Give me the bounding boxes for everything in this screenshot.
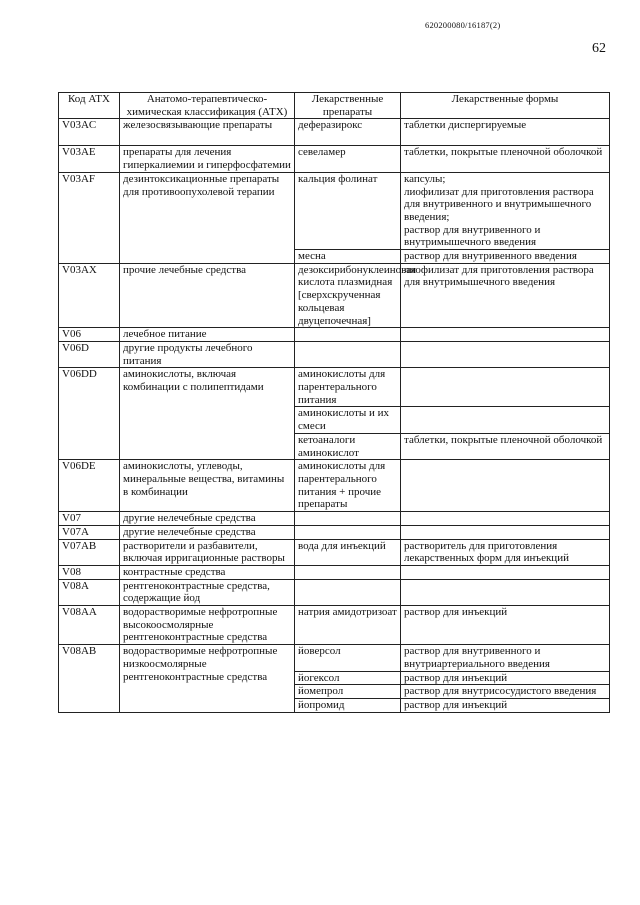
drug-name: кетоаналоги аминокислот [295, 433, 401, 459]
header-drugs: Лекарственные препараты [295, 93, 401, 119]
atx-code: V06 [59, 328, 120, 342]
table-row [59, 579, 610, 605]
header-forms: Лекарственные формы [401, 93, 610, 119]
dosage-form [401, 341, 610, 367]
dosage-form: таблетки диспергируемые [401, 119, 610, 146]
dosage-form: раствор для инъекций [401, 671, 610, 685]
table-header-row [59, 93, 610, 119]
drug-name [295, 579, 401, 605]
atx-classification: растворители и разбавители, включая ирригационные растворы [120, 539, 295, 565]
drug-name [295, 328, 401, 342]
atx-classification: водорастворимые нефротропные высокоосмолярные рентгеноконтрастные средства [120, 606, 295, 645]
table-row [59, 460, 610, 512]
table-row [59, 565, 610, 579]
drug-name [295, 525, 401, 539]
atx-code: V03AF [59, 172, 120, 263]
atx-code: V06DE [59, 460, 120, 512]
table-row [59, 368, 610, 407]
table-row [59, 328, 610, 342]
table-row [59, 512, 610, 526]
dosage-form: таблетки, покрытые пленочной оболочкой [401, 146, 610, 172]
table-row [59, 119, 610, 146]
document-id: 620200080/16187(2) [425, 20, 501, 30]
drug-name: йогексол [295, 671, 401, 685]
drug-name [295, 565, 401, 579]
dosage-form [401, 579, 610, 605]
dosage-form: растворитель для приготовления лекарственных форм для инъекций [401, 539, 610, 565]
atx-code: V07A [59, 525, 120, 539]
table-row [59, 539, 610, 565]
table-row [59, 525, 610, 539]
drug-name [295, 512, 401, 526]
drug-name: аминокислоты для парентерального питания + прочие препараты [295, 460, 401, 512]
dosage-form: раствор для инъекций [401, 698, 610, 712]
drug-name: кальция фолинат [295, 172, 401, 249]
atx-code: V08AA [59, 606, 120, 645]
dosage-form: раствор для внутрисосудистого введения [401, 685, 610, 699]
atx-code: V03AX [59, 263, 120, 328]
dosage-form [401, 565, 610, 579]
drug-name: йоверсол [295, 645, 401, 671]
atx-code: V08AB [59, 645, 120, 713]
atx-code: V07 [59, 512, 120, 526]
drug-name: аминокислоты и их смеси [295, 407, 401, 433]
dosage-form: раствор для внутривенного и внутриартериального введения [401, 645, 610, 671]
atx-classification: дезинтоксикационные препараты для противоопухолевой терапии [120, 172, 295, 263]
atx-classification: препараты для лечения гиперкалиемии и гиперфосфатемии [120, 146, 295, 172]
page-number: 62 [592, 41, 606, 56]
atx-classification: железосвязывающие препараты [120, 119, 295, 146]
drug-name: йомепрол [295, 685, 401, 699]
drug-name: месна [295, 250, 401, 264]
drug-name: натрия амидотризоат [295, 606, 401, 645]
dosage-form [401, 407, 610, 433]
atx-classification: другие нелечебные средства [120, 525, 295, 539]
drug-name: аминокислоты для парентерального питания [295, 368, 401, 407]
dosage-form: лиофилизат для приготовления раствора для внутримышечного введения [401, 263, 610, 328]
atx-code: V03AE [59, 146, 120, 172]
table-row [59, 172, 610, 249]
dosage-form [401, 525, 610, 539]
table-row [59, 341, 610, 367]
table-row [59, 146, 610, 172]
atx-code: V07AB [59, 539, 120, 565]
atx-classification: аминокислоты, включая комбинации с полипептидами [120, 368, 295, 460]
atx-classification: лечебное питание [120, 328, 295, 342]
atx-code: V06D [59, 341, 120, 367]
header-code: Код АТХ [59, 93, 120, 119]
dosage-form: таблетки, покрытые пленочной оболочкой [401, 433, 610, 459]
atx-classification: другие продукты лечебного питания [120, 341, 295, 367]
drug-name [295, 341, 401, 367]
header-classification: Анатомо-терапевтическо-химическая классификация (АТХ) [120, 93, 295, 119]
atx-classification: контрастные средства [120, 565, 295, 579]
dosage-form [401, 512, 610, 526]
atx-code: V08 [59, 565, 120, 579]
dosage-form [401, 460, 610, 512]
atx-code: V03AC [59, 119, 120, 146]
dosage-form: раствор для инъекций [401, 606, 610, 645]
atx-classification: прочие лечебные средства [120, 263, 295, 328]
drug-name: севеламер [295, 146, 401, 172]
drug-name: йопромид [295, 698, 401, 712]
table-row [59, 263, 610, 328]
atx-code: V06DD [59, 368, 120, 460]
atx-classification: аминокислоты, углеводы, минеральные вещества, витамины в комбинации [120, 460, 295, 512]
atx-table [58, 92, 610, 713]
atx-code: V08A [59, 579, 120, 605]
atx-classification: рентгеноконтрастные средства, содержащие йод [120, 579, 295, 605]
table-row [59, 606, 610, 645]
dosage-form [401, 368, 610, 407]
dosage-form [401, 328, 610, 342]
dosage-form: раствор для внутривенного введения [401, 250, 610, 264]
drug-name: вода для инъекций [295, 539, 401, 565]
atx-classification: другие нелечебные средства [120, 512, 295, 526]
dosage-form: капсулы; лиофилизат для приготовления раствора для внутривенного и внутримышечного введения; раствор для внутривенного и внутримышечного введения [401, 172, 610, 249]
drug-name: деферазирокс [295, 119, 401, 146]
table-row [59, 645, 610, 671]
atx-classification: водорастворимые нефротропные низкоосмолярные рентгеноконтрастные средства [120, 645, 295, 713]
drug-name: дезоксирибонуклеиновая кислота плазмидная [сверхскрученная кольцевая двуцепочечная] [295, 263, 401, 328]
